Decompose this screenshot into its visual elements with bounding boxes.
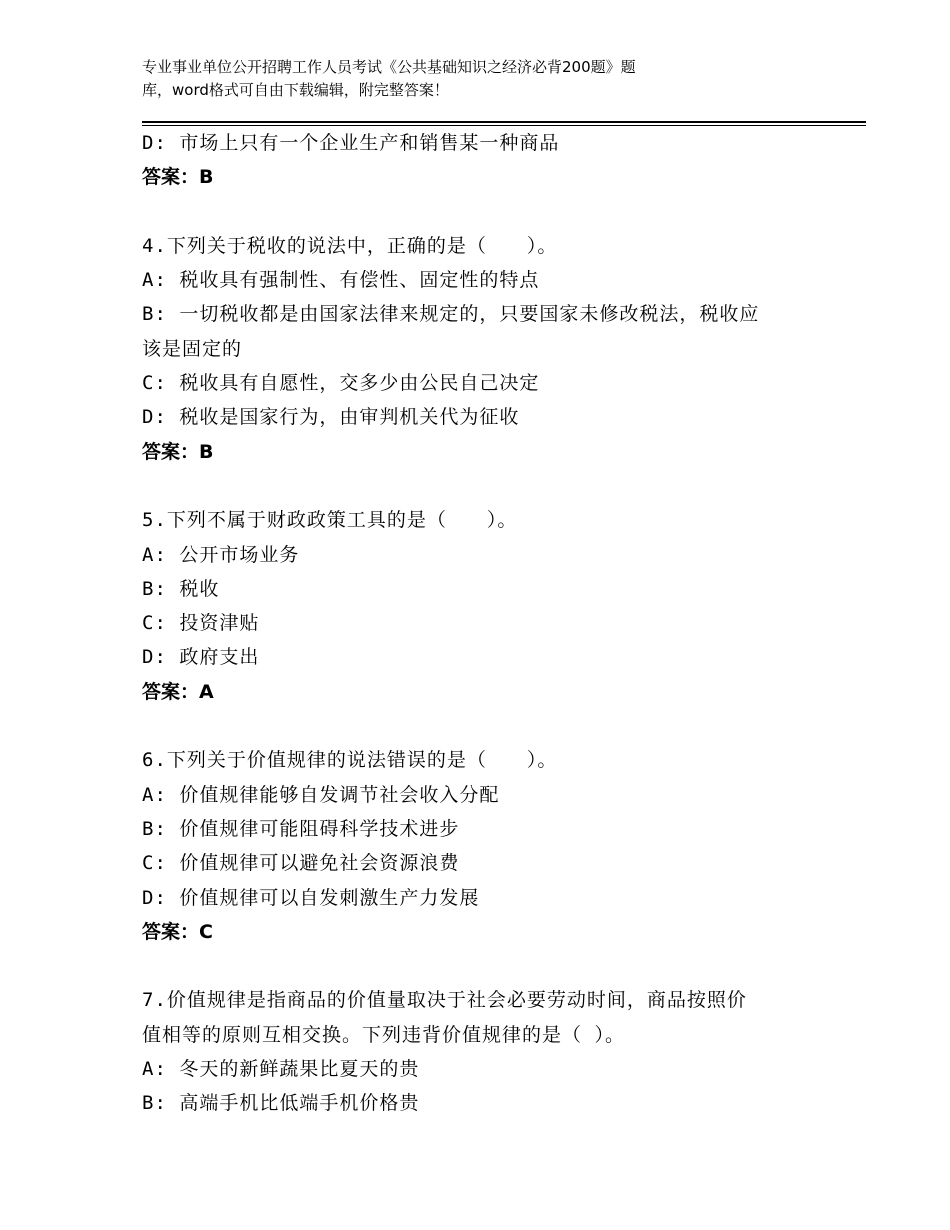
option-b: B: 一切税收都是由国家法律来规定的，只要国家未修改税法，税收应 xyxy=(142,303,760,326)
spacer xyxy=(142,195,842,229)
option-c: C: 税收具有自愿性，交多少由公民自己决定 xyxy=(142,372,540,395)
question-stem: 4.下列关于税收的说法中，正确的是（ ）。 xyxy=(142,234,558,257)
answer-label: 答案：A xyxy=(142,680,214,703)
document-body xyxy=(142,126,842,1121)
answer-label: 答案：B xyxy=(142,166,214,189)
question-stem: 5.下列不属于财政政策工具的是（ ）。 xyxy=(142,509,518,532)
question-3-tail xyxy=(142,126,842,195)
answer-label: 答案：B xyxy=(142,440,214,463)
option-b-continued: 该是固定的 xyxy=(142,337,243,360)
option-d: D: 价值规律可以自发刺激生产力发展 xyxy=(142,886,480,909)
option-d: D: 政府支出 xyxy=(142,646,260,669)
question-6 xyxy=(142,743,842,949)
document-header xyxy=(142,56,782,102)
question-stem: 6.下列关于价值规律的说法错误的是（ ）。 xyxy=(142,749,558,772)
spacer xyxy=(142,709,842,743)
option-a: A: 税收具有强制性、有偿性、固定性的特点 xyxy=(142,269,540,292)
option-b: B: 高端手机比低端手机价格贵 xyxy=(142,1092,420,1115)
option-a: A: 公开市场业务 xyxy=(142,543,300,566)
header-title-line-2: 库，word格式可自由下载编辑，附完整答案！ xyxy=(142,81,449,99)
option-d: D: 税收是国家行为，由审判机关代为征收 xyxy=(142,406,520,429)
option-c: C: 价值规律可以避免社会资源浪费 xyxy=(142,852,460,875)
spacer xyxy=(142,949,842,983)
option-a: A: 价值规律能够自发调节社会收入分配 xyxy=(142,783,500,806)
option-b: B: 税收 xyxy=(142,577,220,600)
option-d: D: 市场上只有一个企业生产和销售某一种商品 xyxy=(142,132,560,154)
question-stem: 7.价值规律是指商品的价值量取决于社会必要劳动时间，商品按照价 xyxy=(142,989,747,1012)
header-rule-thick xyxy=(142,121,866,123)
spacer xyxy=(142,469,842,503)
header-title-line-1: 专业事业单位公开招聘工作人员考试《公共基础知识之经济必背200题》题 xyxy=(142,58,636,76)
option-a: A: 冬天的新鲜蔬果比夏天的贵 xyxy=(142,1058,420,1081)
option-c: C: 投资津贴 xyxy=(142,612,260,635)
question-4 xyxy=(142,229,842,469)
question-5 xyxy=(142,503,842,709)
question-stem-continued: 值相等的原则互相交换。下列违背价值规律的是（ ）。 xyxy=(142,1023,625,1046)
option-b: B: 价值规律可能阻碍科学技术进步 xyxy=(142,817,460,840)
answer-label: 答案：C xyxy=(142,920,213,943)
question-7 xyxy=(142,983,842,1120)
